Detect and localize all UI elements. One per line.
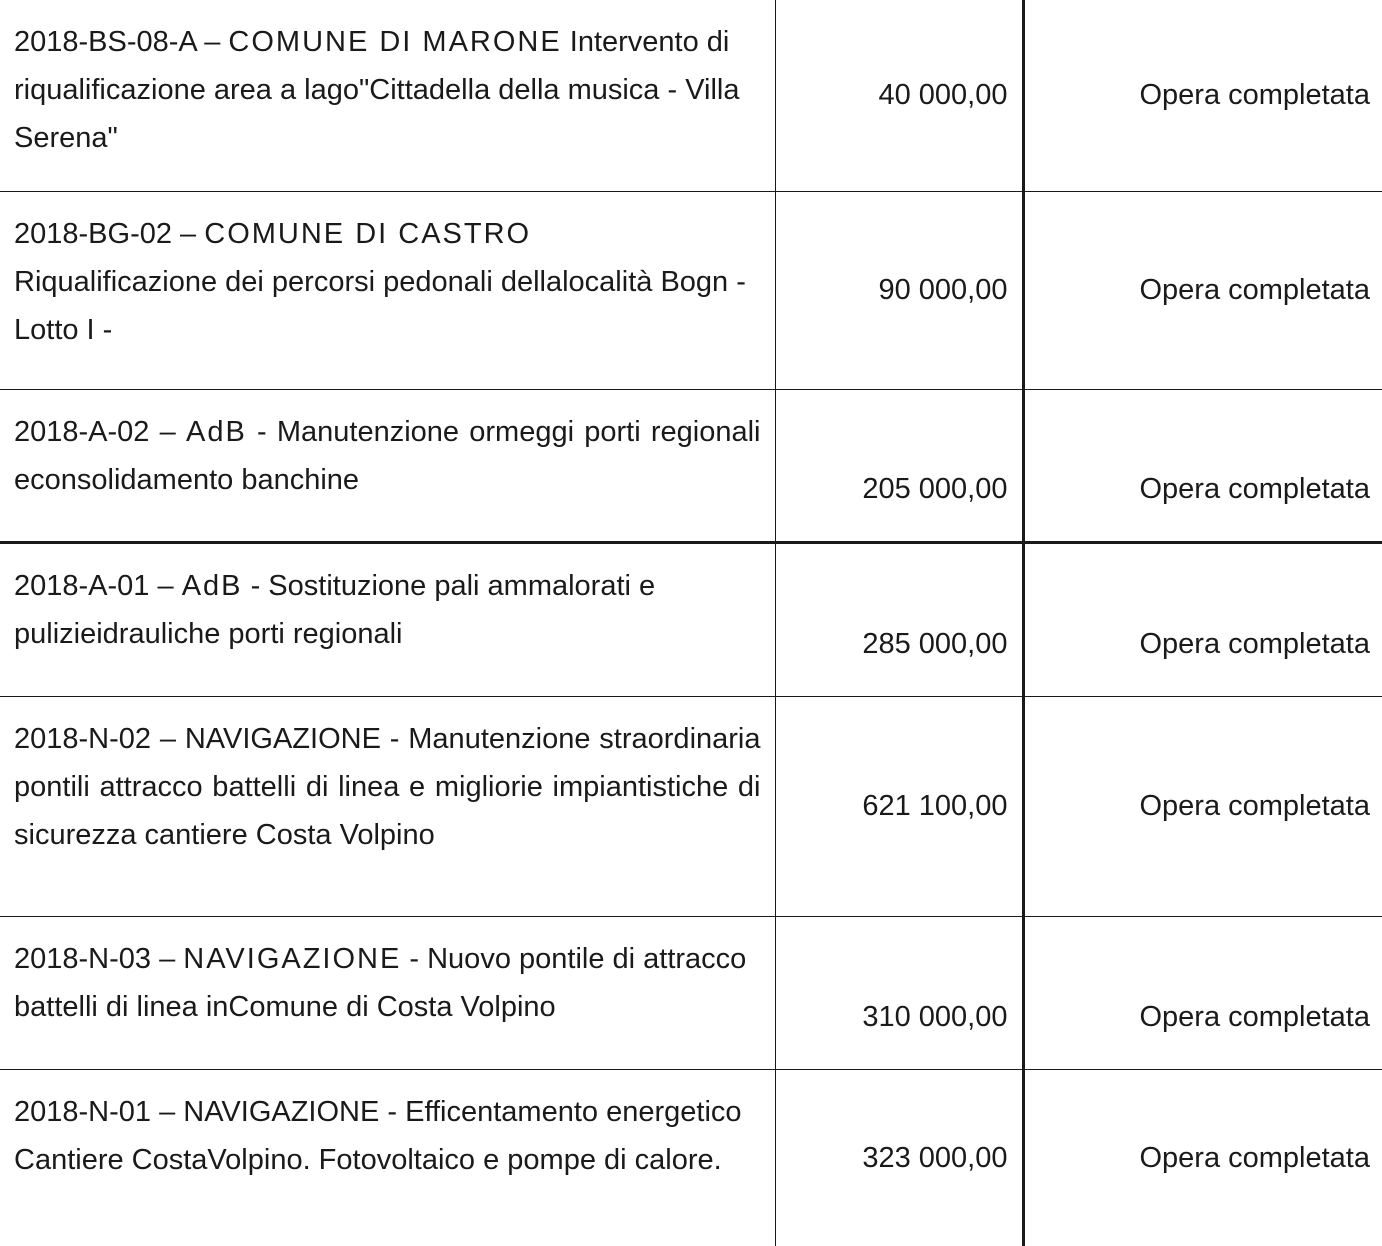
project-description — [0, 1069, 775, 1246]
project-status: Opera completata — [1023, 916, 1382, 1069]
project-entity: COMUNE DI MARONE — [228, 26, 562, 58]
project-description — [0, 542, 775, 696]
project-description — [0, 0, 775, 191]
project-code: 2018-BG-02 — [14, 217, 172, 250]
project-text: - Nuovo pontile di attracco battelli di linea inComune di Costa Volpino — [14, 942, 747, 1023]
project-description — [0, 696, 775, 916]
project-status: Opera completata — [1023, 0, 1382, 191]
table-row — [0, 542, 1382, 696]
project-amount: 621 100,00 — [775, 696, 1023, 916]
project-status: Opera completata — [1023, 1069, 1382, 1246]
project-code: 2018-N-02 — [14, 722, 152, 755]
dash-separator: – — [151, 722, 185, 755]
project-description — [0, 916, 775, 1069]
project-entity: NAVIGAZIONE — [183, 1095, 380, 1128]
project-status: Opera completata — [1023, 696, 1382, 916]
project-text: - Manutenzione straordinaria pontili attracco battelli di linea e migliorie impiantistiche di sicurezza cantiere Costa Volpino — [14, 722, 761, 851]
project-amount: 310 000,00 — [775, 916, 1023, 1069]
project-amount: 323 000,00 — [775, 1069, 1023, 1246]
project-entity: NAVIGAZIONE — [183, 942, 402, 975]
project-amount: 90 000,00 — [775, 191, 1023, 389]
project-text: Riqualificazione dei percorsi pedonali dellalocalità Bogn - Lotto I - — [14, 265, 746, 346]
table-row — [0, 191, 1382, 389]
project-text: - Manutenzione ormeggi porti regionali econsolidamento banchine — [14, 415, 761, 496]
project-text: Intervento di riqualificazione area a lago"Cittadella della musica - Villa Serena" — [14, 26, 740, 154]
table-row — [0, 696, 1382, 916]
project-entity: COMUNE DI CASTRO — [204, 217, 532, 250]
project-text: - Efficentamento energetico Cantiere CostaVolpino. Fotovoltaico e pompe di calore. — [14, 1095, 742, 1176]
project-amount: 40 000,00 — [775, 0, 1023, 191]
dash-separator: – — [149, 415, 186, 448]
dash-separator: – — [149, 569, 182, 602]
project-status: Opera completata — [1023, 191, 1382, 389]
project-amount: 285 000,00 — [775, 542, 1023, 696]
project-description — [0, 389, 775, 542]
project-code: 2018-N-01 — [14, 1095, 152, 1128]
project-entity: AdB — [185, 415, 247, 448]
project-amount: 205 000,00 — [775, 389, 1023, 542]
dash-separator: – — [151, 942, 184, 975]
project-entity: NAVIGAZIONE — [184, 722, 381, 755]
table-row — [0, 0, 1382, 191]
table-row — [0, 916, 1382, 1069]
project-text: - Sostituzione pali ammalorati e pulizieidrauliche porti regionali — [14, 569, 656, 650]
project-code: 2018-A-02 — [14, 415, 150, 448]
project-status: Opera completata — [1023, 389, 1382, 542]
project-code: 2018-A-01 — [14, 569, 150, 602]
project-code: 2018-N-03 — [14, 942, 152, 975]
project-description — [0, 191, 775, 389]
table-row — [0, 389, 1382, 542]
dash-separator: – — [172, 217, 205, 250]
dash-separator: – — [151, 1095, 184, 1128]
project-status: Opera completata — [1023, 542, 1382, 696]
dash-separator: – — [196, 26, 229, 58]
project-entity: AdB — [181, 569, 243, 602]
project-code: 2018-BS-08-A — [14, 26, 197, 58]
table-row — [0, 1069, 1382, 1246]
